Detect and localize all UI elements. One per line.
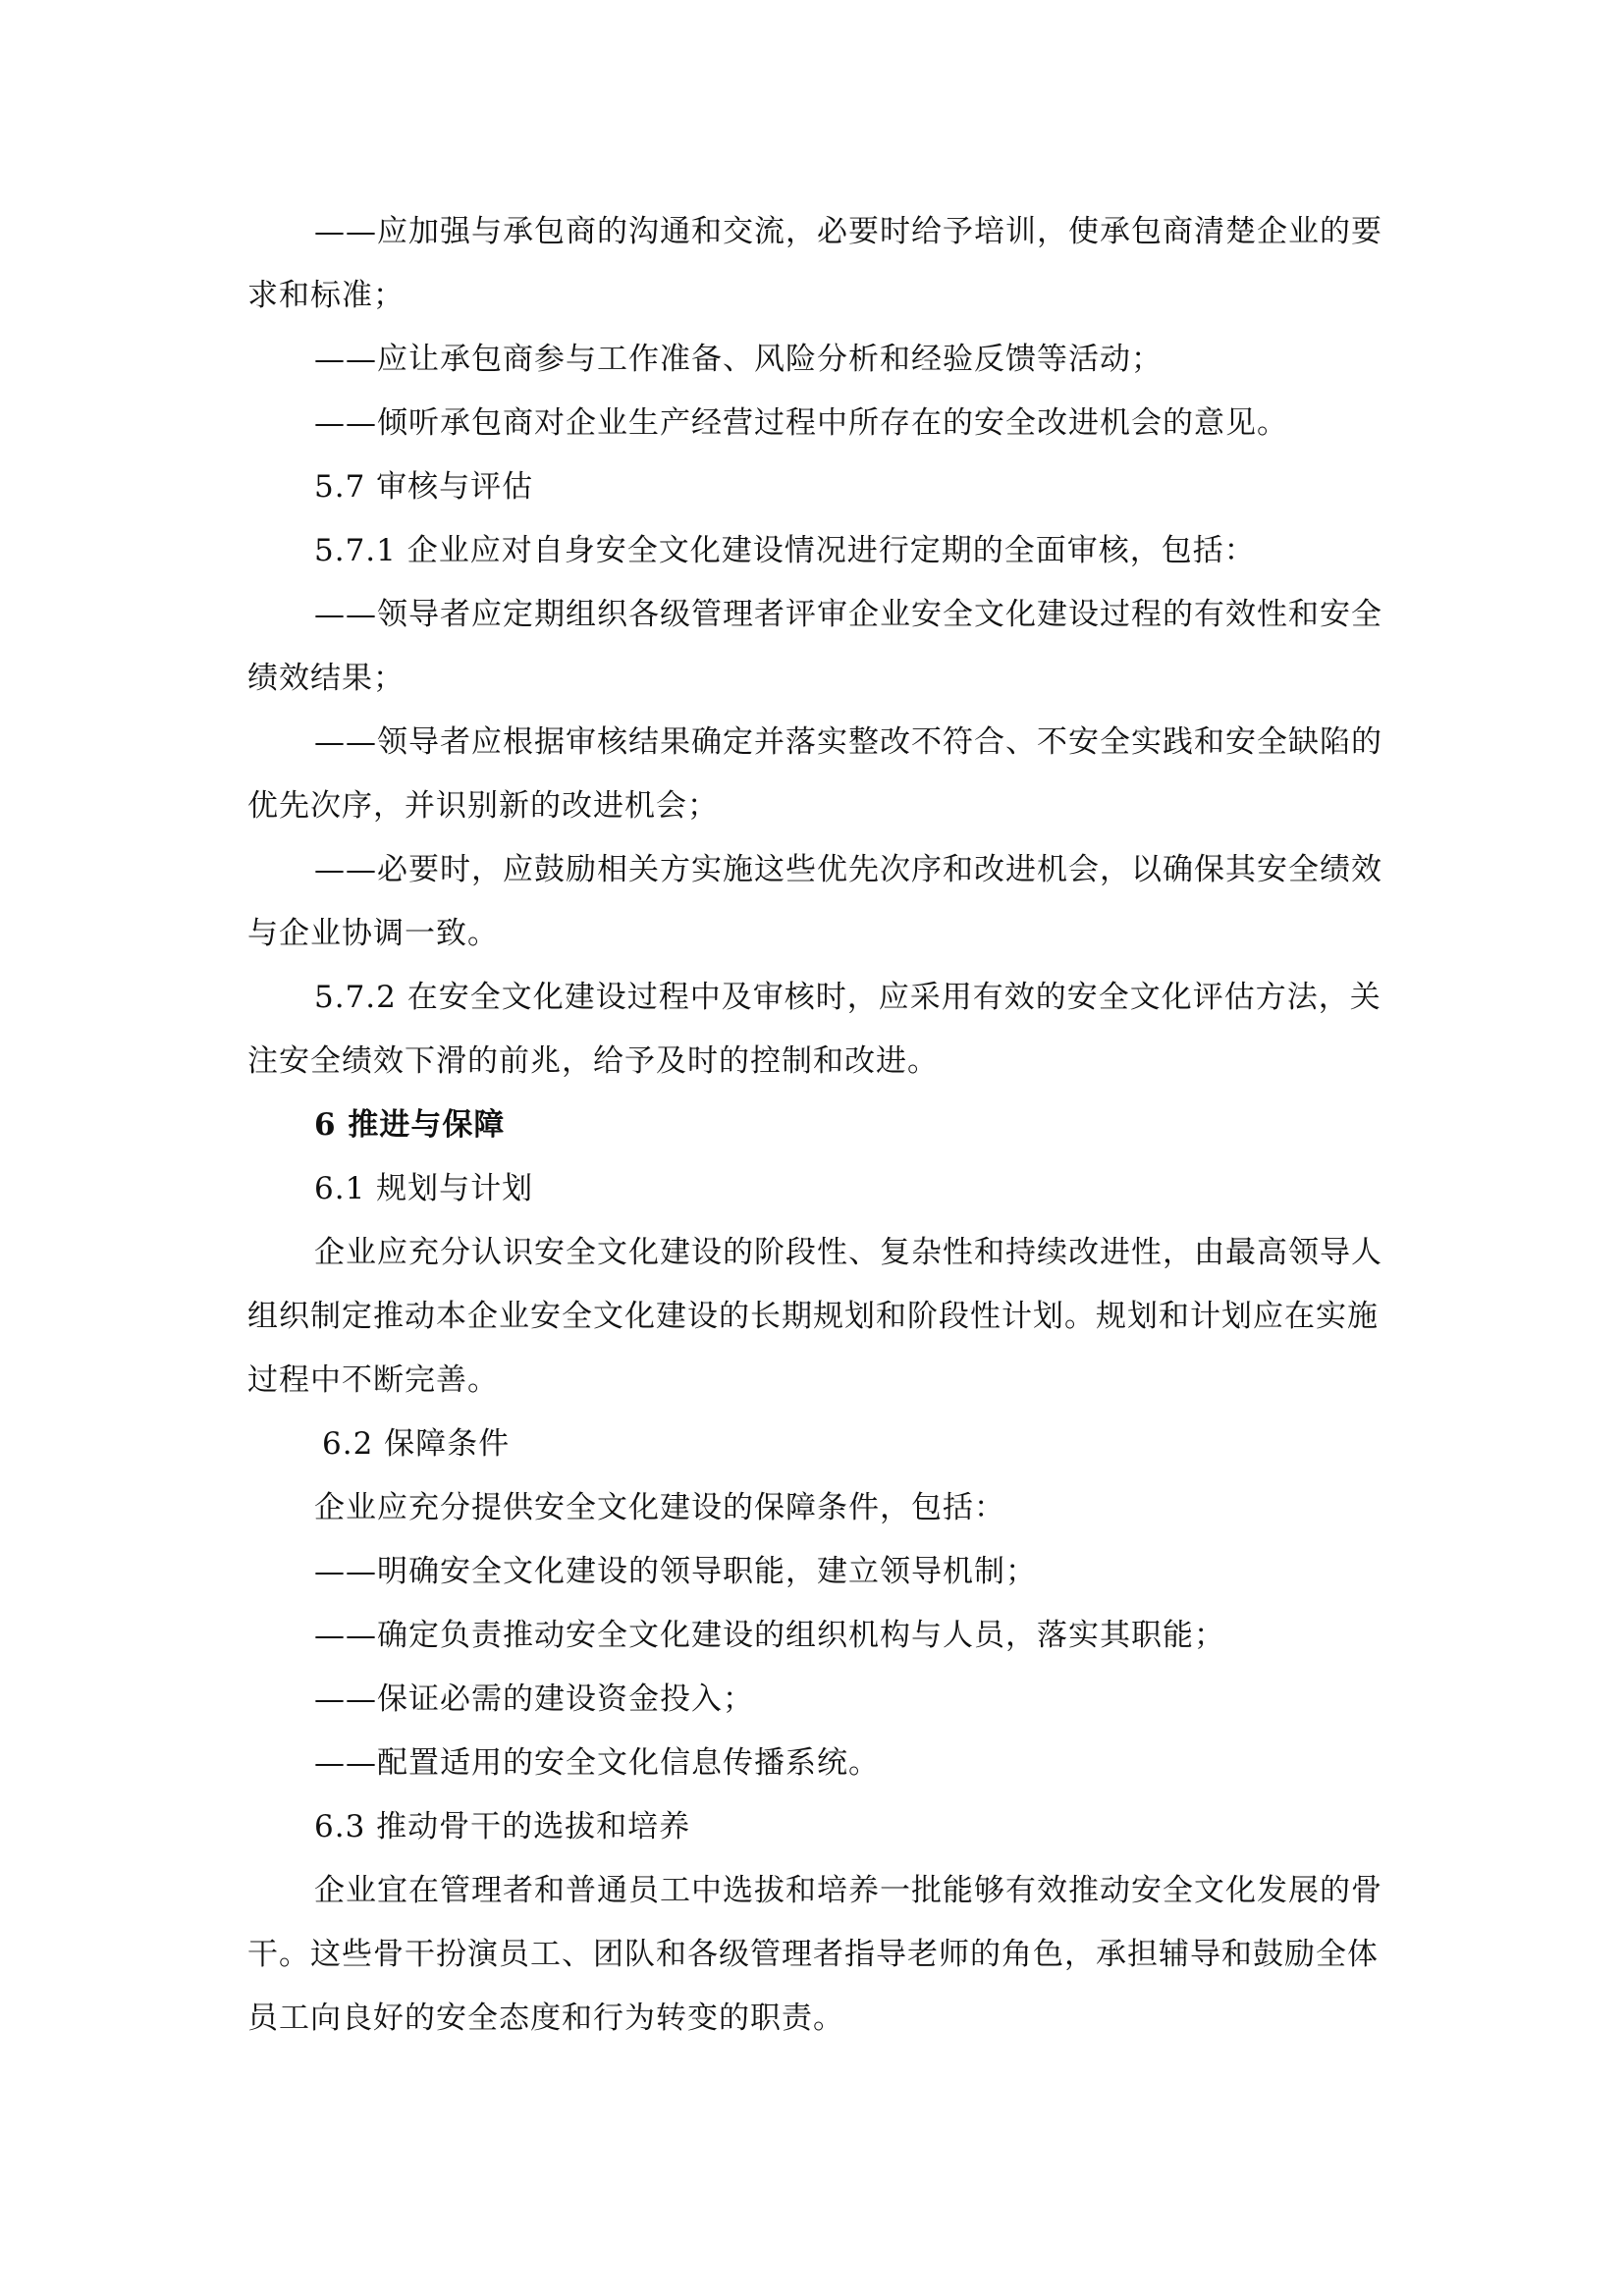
backbone-paragraph: 企业宜在管理者和普通员工中选拔和培养一批能够有效推动安全文化发展的骨干。这些骨干扮演员工、团队和各级管理者指导老师的角色，承担辅导和鼓励全体员工向良好的安全态度和行为转变的职责。 bbox=[247, 1873, 1382, 2036]
section-heading-5-7: 5.7 审核与评估 bbox=[314, 469, 534, 505]
contractor-feedback-item: ——倾听承包商对企业生产经营过程中所存在的安全改进机会的意见。 bbox=[314, 405, 1288, 441]
contractor-communication-item: ——应加强与承包商的沟通和交流，必要时给予培训，使承包商清楚企业的要求和标准； bbox=[247, 214, 1382, 313]
section-heading-6-1: 6.1 规划与计划 bbox=[314, 1171, 534, 1206]
clause-5-7-2: 5.7.2 在安全文化建设过程中及审核时，应采用有效的安全文化评估方法，关注安全绩效下滑的前兆，给予及时的控制和改进。 bbox=[247, 980, 1381, 1079]
document-body bbox=[247, 200, 1386, 2051]
contractor-participation-item: ——应让承包商参与工作准备、风险分析和经验反馈等活动； bbox=[314, 342, 1163, 377]
support-item-leadership: ——明确安全文化建设的领导职能，建立领导机制； bbox=[314, 1554, 1037, 1589]
section-heading-6-3: 6.3 推动骨干的选拔和培养 bbox=[314, 1809, 691, 1844]
support-conditions-intro: 企业应充分提供安全文化建设的保障条件，包括： bbox=[314, 1490, 1005, 1525]
section-heading-6-2: 6.2 保障条件 bbox=[322, 1426, 511, 1462]
support-item-funding: ——保证必需的建设资金投入； bbox=[314, 1682, 754, 1717]
audit-item-rectify: ——领导者应根据审核结果确定并落实整改不符合、不安全实践和安全缺陷的优先次序，并识别新的改进机会； bbox=[247, 724, 1382, 824]
clause-5-7-1: 5.7.1 企业应对自身安全文化建设情况进行定期的全面审核，包括： bbox=[314, 533, 1256, 568]
audit-item-stakeholders: ——必要时，应鼓励相关方实施这些优先次序和改进机会，以确保其安全绩效与企业协调一致。 bbox=[247, 852, 1382, 951]
support-item-communication: ——配置适用的安全文化信息传播系统。 bbox=[314, 1745, 880, 1781]
support-item-organization: ——确定负责推动安全文化建设的组织机构与人员，落实其职能； bbox=[314, 1618, 1225, 1653]
audit-item-review: ——领导者应定期组织各级管理者评审企业安全文化建设过程的有效性和安全绩效结果； bbox=[247, 597, 1382, 696]
chapter-heading-6: 6 推进与保障 bbox=[314, 1107, 506, 1143]
planning-paragraph: 企业应充分认识安全文化建设的阶段性、复杂性和持续改进性，由最高领导人组织制定推动本企业安全文化建设的长期规划和阶段性计划。规划和计划应在实施过程中不断完善。 bbox=[247, 1235, 1382, 1398]
